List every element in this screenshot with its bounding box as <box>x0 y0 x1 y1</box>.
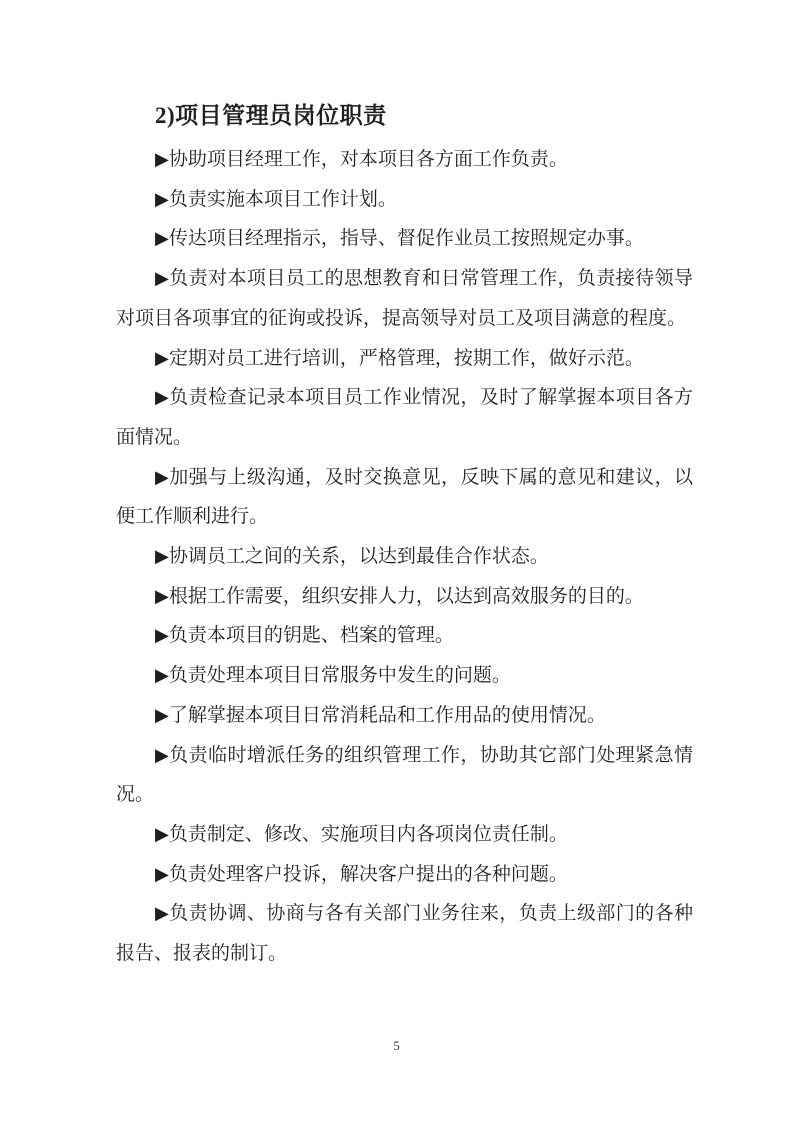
paragraph-text: 负责本项目的钥匙、档案的管理。 <box>168 625 454 647</box>
triangle-bullet-icon: ▶ <box>155 823 169 844</box>
triangle-bullet-icon: ▶ <box>155 546 169 567</box>
triangle-bullet-icon: ▶ <box>155 387 170 408</box>
paragraph-text: 定期对员工进行培训，严格管理，按期工作，做好示范。 <box>168 347 644 369</box>
list-item <box>116 537 693 577</box>
triangle-bullet-icon: ▶ <box>155 188 169 209</box>
list-item <box>116 339 693 379</box>
list-item <box>116 219 693 259</box>
triangle-bullet-icon: ▶ <box>155 466 170 487</box>
paragraph-text: 负责制定、修改、实施项目内各项岗位责任制。 <box>168 823 568 845</box>
list-item <box>116 736 693 815</box>
list-item <box>116 140 693 180</box>
paragraph-text: 传达项目经理指示，指导、督促作业员工按照规定办事。 <box>168 228 644 250</box>
triangle-bullet-icon: ▶ <box>155 228 169 249</box>
paragraph-text: 负责对本项目员工的思想教育和日常管理工作，负责接待领导对项目各项事宜的征询或投诉，提高领导对员工及项目满意的程度。 <box>116 268 693 329</box>
list-item <box>116 577 693 617</box>
paragraph-text: 了解掌握本项目日常消耗品和工作用品的使用情况。 <box>168 704 606 726</box>
triangle-bullet-icon: ▶ <box>155 704 169 725</box>
paragraph-text: 负责临时增派任务的组织管理工作，协助其它部门处理紧急情况。 <box>116 744 693 806</box>
list-item <box>116 616 693 656</box>
list-item <box>116 180 693 220</box>
paragraph-text: 负责处理本项目日常服务中发生的问题。 <box>168 665 511 687</box>
list-item <box>116 855 693 895</box>
triangle-bullet-icon: ▶ <box>155 149 169 169</box>
paragraph-text: 根据工作需要，组织安排人力，以达到高效服务的目的。 <box>168 585 644 607</box>
list-item <box>116 378 693 457</box>
paragraph-text: 协助项目经理工作，对本项目各方面工作负责。 <box>168 149 568 170</box>
paragraph-text: 负责协调、协商与各有关部门业务往来，负责上级部门的各种报告、报表的制订。 <box>116 903 693 965</box>
page-content <box>116 0 693 974</box>
triangle-bullet-icon: ▶ <box>155 665 169 686</box>
paragraph-text: 负责处理客户投诉，解决客户提出的各种问题。 <box>168 863 568 885</box>
list-item <box>116 656 693 696</box>
paragraph-text: 负责实施本项目工作计划。 <box>168 188 397 210</box>
paragraph-text: 加强与上级沟通，及时交换意见，反映下属的意见和建议，以便工作顺利进行。 <box>116 466 693 528</box>
list-item <box>116 894 693 973</box>
list-item <box>116 259 693 338</box>
triangle-bullet-icon: ▶ <box>155 863 169 884</box>
triangle-bullet-icon: ▶ <box>155 744 170 765</box>
page-number: 5 <box>393 1038 400 1053</box>
paragraph-text: 负责检查记录本项目员工作业情况，及时了解掌握本项目各方面情况。 <box>116 387 693 448</box>
triangle-bullet-icon: ▶ <box>155 585 169 606</box>
triangle-bullet-icon: ▶ <box>155 903 170 924</box>
triangle-bullet-icon: ▶ <box>155 625 169 646</box>
paragraph-text: 协调员工之间的关系，以达到最佳合作状态。 <box>168 546 549 568</box>
list-item <box>116 815 693 855</box>
triangle-bullet-icon: ▶ <box>155 347 169 368</box>
list-item <box>116 696 693 736</box>
list-item <box>116 458 693 537</box>
responsibilities-list <box>116 140 693 974</box>
section-heading: 2)项目管理员岗位职责 <box>155 103 387 128</box>
triangle-bullet-icon: ▶ <box>155 268 170 289</box>
